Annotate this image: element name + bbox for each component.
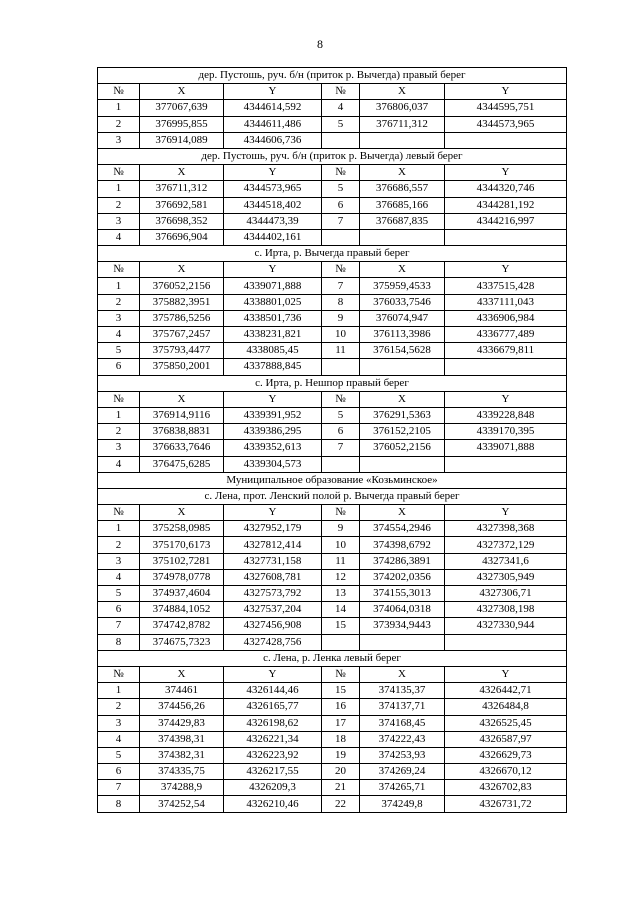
- x-coordinate-cell: 374456,26: [140, 699, 224, 715]
- y-coordinate-cell: 4327537,204: [224, 602, 322, 618]
- column-header-x: X: [140, 84, 224, 100]
- table-row: [98, 764, 567, 780]
- point-number-cell: 5: [98, 747, 140, 763]
- y-coordinate-cell: [445, 229, 567, 245]
- x-coordinate-cell: 376291,5363: [360, 407, 445, 423]
- x-coordinate-cell: 376052,2156: [360, 440, 445, 456]
- column-header-row: [98, 391, 567, 407]
- table-row: [98, 343, 567, 359]
- coordinates-table: [97, 67, 567, 813]
- point-number-cell: 7: [322, 440, 360, 456]
- y-coordinate-cell: 4344606,736: [224, 132, 322, 148]
- y-coordinate-cell: 4327341,6: [445, 553, 567, 569]
- x-coordinate-cell: 376633,7646: [140, 440, 224, 456]
- column-header-number: №: [322, 165, 360, 181]
- x-coordinate-cell: 374155,3013: [360, 586, 445, 602]
- y-coordinate-cell: 4326702,83: [445, 780, 567, 796]
- y-coordinate-cell: 4339170,395: [445, 424, 567, 440]
- point-number-cell: 15: [322, 683, 360, 699]
- x-coordinate-cell: 376687,835: [360, 213, 445, 229]
- y-coordinate-cell: 4326198,62: [224, 715, 322, 731]
- x-coordinate-cell: 374253,93: [360, 747, 445, 763]
- point-number-cell: 16: [322, 699, 360, 715]
- x-coordinate-cell: 374742,8782: [140, 618, 224, 634]
- point-number-cell: 18: [322, 731, 360, 747]
- point-number-cell: 4: [322, 100, 360, 116]
- x-coordinate-cell: 374249,8: [360, 796, 445, 812]
- table-row: [98, 521, 567, 537]
- y-coordinate-cell: 4326587,97: [445, 731, 567, 747]
- point-number-cell: 8: [98, 634, 140, 650]
- y-coordinate-cell: 4344216,997: [445, 213, 567, 229]
- point-number-cell: 3: [98, 440, 140, 456]
- x-coordinate-cell: 376475,6285: [140, 456, 224, 472]
- column-header-number: №: [98, 666, 140, 682]
- point-number-cell: 1: [98, 407, 140, 423]
- x-coordinate-cell: 374335,75: [140, 764, 224, 780]
- point-number-cell: 2: [98, 294, 140, 310]
- point-number-cell: 10: [322, 537, 360, 553]
- point-number-cell: 8: [98, 796, 140, 812]
- x-coordinate-cell: 374064,0318: [360, 602, 445, 618]
- y-coordinate-cell: [445, 132, 567, 148]
- y-coordinate-cell: 4326209,3: [224, 780, 322, 796]
- y-coordinate-cell: 4344611,486: [224, 116, 322, 132]
- column-header-number: №: [322, 391, 360, 407]
- point-number-cell: 5: [98, 586, 140, 602]
- x-coordinate-cell: 374398,6792: [360, 537, 445, 553]
- x-coordinate-cell: 376838,8831: [140, 424, 224, 440]
- x-coordinate-cell: [360, 132, 445, 148]
- point-number-cell: 7: [322, 213, 360, 229]
- column-header-number: №: [98, 165, 140, 181]
- point-number-cell: 3: [98, 553, 140, 569]
- column-header-y: Y: [224, 391, 322, 407]
- column-header-x: X: [140, 262, 224, 278]
- y-coordinate-cell: [445, 634, 567, 650]
- y-coordinate-cell: 4344573,965: [445, 116, 567, 132]
- point-number-cell: 6: [98, 359, 140, 375]
- point-number-cell: [322, 229, 360, 245]
- column-header-y: Y: [445, 666, 567, 682]
- x-coordinate-cell: 374252,54: [140, 796, 224, 812]
- section-title-row: [98, 148, 567, 164]
- y-coordinate-cell: 4344614,592: [224, 100, 322, 116]
- point-number-cell: 4: [98, 731, 140, 747]
- point-number-cell: 15: [322, 618, 360, 634]
- x-coordinate-cell: 376696,904: [140, 229, 224, 245]
- x-coordinate-cell: 374554,2946: [360, 521, 445, 537]
- y-coordinate-cell: 4326210,46: [224, 796, 322, 812]
- column-header-number: №: [98, 262, 140, 278]
- y-coordinate-cell: 4338801,025: [224, 294, 322, 310]
- table-row: [98, 683, 567, 699]
- x-coordinate-cell: 376686,557: [360, 181, 445, 197]
- point-number-cell: 1: [98, 521, 140, 537]
- point-number-cell: 2: [98, 699, 140, 715]
- point-number-cell: 4: [98, 327, 140, 343]
- table-row: [98, 359, 567, 375]
- point-number-cell: [322, 359, 360, 375]
- y-coordinate-cell: 4326670,12: [445, 764, 567, 780]
- y-coordinate-cell: 4336906,984: [445, 310, 567, 326]
- point-number-cell: 2: [98, 116, 140, 132]
- point-number-cell: 1: [98, 181, 140, 197]
- point-number-cell: 6: [322, 424, 360, 440]
- x-coordinate-cell: 375767,2457: [140, 327, 224, 343]
- column-header-x: X: [140, 165, 224, 181]
- column-header-x: X: [360, 262, 445, 278]
- point-number-cell: 2: [98, 537, 140, 553]
- point-number-cell: 19: [322, 747, 360, 763]
- table-row: [98, 116, 567, 132]
- point-number-cell: 3: [98, 213, 140, 229]
- column-header-x: X: [140, 505, 224, 521]
- point-number-cell: [322, 456, 360, 472]
- column-header-row: [98, 666, 567, 682]
- table-row: [98, 197, 567, 213]
- table-row: [98, 456, 567, 472]
- column-header-x: X: [360, 84, 445, 100]
- table-row: [98, 132, 567, 148]
- point-number-cell: 7: [322, 278, 360, 294]
- column-header-number: №: [322, 666, 360, 682]
- x-coordinate-cell: 375786,5256: [140, 310, 224, 326]
- x-coordinate-cell: 374222,43: [360, 731, 445, 747]
- y-coordinate-cell: 4327456,908: [224, 618, 322, 634]
- table-row: [98, 553, 567, 569]
- point-number-cell: [322, 132, 360, 148]
- x-coordinate-cell: 377067,639: [140, 100, 224, 116]
- x-coordinate-cell: 376154,5628: [360, 343, 445, 359]
- x-coordinate-cell: 374135,37: [360, 683, 445, 699]
- y-coordinate-cell: 4344320,746: [445, 181, 567, 197]
- column-header-x: X: [140, 391, 224, 407]
- y-coordinate-cell: 4344473,39: [224, 213, 322, 229]
- x-coordinate-cell: 374978,0778: [140, 569, 224, 585]
- column-header-x: X: [360, 505, 445, 521]
- section-title: с. Ирта, р. Вычегда правый берег: [98, 246, 567, 262]
- point-number-cell: 6: [98, 602, 140, 618]
- y-coordinate-cell: 4327952,179: [224, 521, 322, 537]
- point-number-cell: [322, 634, 360, 650]
- x-coordinate-cell: [360, 634, 445, 650]
- y-coordinate-cell: 4326223,92: [224, 747, 322, 763]
- table-row: [98, 569, 567, 585]
- point-number-cell: 3: [98, 715, 140, 731]
- point-number-cell: 6: [322, 197, 360, 213]
- table-row: [98, 294, 567, 310]
- section-title-row: [98, 246, 567, 262]
- y-coordinate-cell: 4344595,751: [445, 100, 567, 116]
- column-header-y: Y: [445, 505, 567, 521]
- section-title: Муниципальное образование «Козьминское»: [98, 472, 567, 488]
- y-coordinate-cell: 4326525,45: [445, 715, 567, 731]
- column-header-number: №: [322, 505, 360, 521]
- point-number-cell: 1: [98, 683, 140, 699]
- table-row: [98, 310, 567, 326]
- x-coordinate-cell: 376052,2156: [140, 278, 224, 294]
- section-title: дер. Пустошь, руч. б/н (приток р. Вычегда) левый берег: [98, 148, 567, 164]
- point-number-cell: 22: [322, 796, 360, 812]
- point-number-cell: 13: [322, 586, 360, 602]
- x-coordinate-cell: [360, 456, 445, 472]
- table-row: [98, 747, 567, 763]
- y-coordinate-cell: 4338231,821: [224, 327, 322, 343]
- column-header-y: Y: [224, 84, 322, 100]
- table-row: [98, 796, 567, 812]
- column-header-y: Y: [224, 505, 322, 521]
- x-coordinate-cell: 376033,7546: [360, 294, 445, 310]
- x-coordinate-cell: 376914,089: [140, 132, 224, 148]
- y-coordinate-cell: 4338501,736: [224, 310, 322, 326]
- x-coordinate-cell: 376711,312: [360, 116, 445, 132]
- point-number-cell: 5: [98, 343, 140, 359]
- point-number-cell: 1: [98, 278, 140, 294]
- x-coordinate-cell: 376152,2105: [360, 424, 445, 440]
- y-coordinate-cell: 4339386,295: [224, 424, 322, 440]
- column-header-y: Y: [224, 262, 322, 278]
- page-number: 8: [317, 37, 323, 51]
- y-coordinate-cell: 4344402,161: [224, 229, 322, 245]
- table-row: [98, 602, 567, 618]
- table-row: [98, 229, 567, 245]
- y-coordinate-cell: 4344573,965: [224, 181, 322, 197]
- table-row: [98, 327, 567, 343]
- column-header-y: Y: [445, 262, 567, 278]
- y-coordinate-cell: 4327308,198: [445, 602, 567, 618]
- table-row: [98, 618, 567, 634]
- point-number-cell: 17: [322, 715, 360, 731]
- point-number-cell: 2: [98, 424, 140, 440]
- y-coordinate-cell: 4326221,34: [224, 731, 322, 747]
- x-coordinate-cell: 374429,83: [140, 715, 224, 731]
- x-coordinate-cell: 375959,4533: [360, 278, 445, 294]
- x-coordinate-cell: 375102,7281: [140, 553, 224, 569]
- table-row: [98, 634, 567, 650]
- y-coordinate-cell: 4327428,756: [224, 634, 322, 650]
- y-coordinate-cell: 4339071,888: [445, 440, 567, 456]
- x-coordinate-cell: 374937,4604: [140, 586, 224, 602]
- y-coordinate-cell: 4327306,71: [445, 586, 567, 602]
- y-coordinate-cell: 4327330,944: [445, 618, 567, 634]
- y-coordinate-cell: 4326484,8: [445, 699, 567, 715]
- column-header-x: X: [360, 666, 445, 682]
- x-coordinate-cell: 374398,31: [140, 731, 224, 747]
- x-coordinate-cell: 376914,9116: [140, 407, 224, 423]
- y-coordinate-cell: 4327372,129: [445, 537, 567, 553]
- section-title: с. Ирта, р. Нешпор правый берег: [98, 375, 567, 391]
- y-coordinate-cell: [445, 359, 567, 375]
- y-coordinate-cell: 4344281,192: [445, 197, 567, 213]
- x-coordinate-cell: 375170,6173: [140, 537, 224, 553]
- table-row: [98, 586, 567, 602]
- x-coordinate-cell: 375850,2001: [140, 359, 224, 375]
- column-header-y: Y: [224, 666, 322, 682]
- x-coordinate-cell: 374288,9: [140, 780, 224, 796]
- y-coordinate-cell: 4326165,77: [224, 699, 322, 715]
- y-coordinate-cell: 4339071,888: [224, 278, 322, 294]
- y-coordinate-cell: [445, 456, 567, 472]
- point-number-cell: 5: [322, 116, 360, 132]
- column-header-x: X: [360, 391, 445, 407]
- column-header-y: Y: [224, 165, 322, 181]
- x-coordinate-cell: 374382,31: [140, 747, 224, 763]
- column-header-number: №: [98, 84, 140, 100]
- table-row: [98, 715, 567, 731]
- y-coordinate-cell: 4339304,573: [224, 456, 322, 472]
- column-header-y: Y: [445, 391, 567, 407]
- point-number-cell: 4: [98, 456, 140, 472]
- point-number-cell: 20: [322, 764, 360, 780]
- y-coordinate-cell: 4326731,72: [445, 796, 567, 812]
- table-row: [98, 440, 567, 456]
- section-title: дер. Пустошь, руч. б/н (приток р. Вычегда) правый берег: [98, 68, 567, 84]
- x-coordinate-cell: 375258,0985: [140, 521, 224, 537]
- x-coordinate-cell: [360, 359, 445, 375]
- point-number-cell: 9: [322, 521, 360, 537]
- table-row: [98, 407, 567, 423]
- point-number-cell: 2: [98, 197, 140, 213]
- x-coordinate-cell: 376698,352: [140, 213, 224, 229]
- x-coordinate-cell: 376113,3986: [360, 327, 445, 343]
- x-coordinate-cell: 376685,166: [360, 197, 445, 213]
- section-title-row: [98, 375, 567, 391]
- point-number-cell: 5: [322, 181, 360, 197]
- table-row: [98, 537, 567, 553]
- x-coordinate-cell: 374884,1052: [140, 602, 224, 618]
- y-coordinate-cell: 4339228,848: [445, 407, 567, 423]
- table-row: [98, 424, 567, 440]
- x-coordinate-cell: 375793,4477: [140, 343, 224, 359]
- table-row: [98, 731, 567, 747]
- section-title-row: [98, 650, 567, 666]
- point-number-cell: 11: [322, 343, 360, 359]
- table-row: [98, 780, 567, 796]
- x-coordinate-cell: 374202,0356: [360, 569, 445, 585]
- x-coordinate-cell: 376074,947: [360, 310, 445, 326]
- y-coordinate-cell: 4327608,781: [224, 569, 322, 585]
- point-number-cell: 11: [322, 553, 360, 569]
- section-title-row: [98, 488, 567, 504]
- x-coordinate-cell: 374168,45: [360, 715, 445, 731]
- x-coordinate-cell: 373934,9443: [360, 618, 445, 634]
- column-header-y: Y: [445, 165, 567, 181]
- point-number-cell: 6: [98, 764, 140, 780]
- point-number-cell: 4: [98, 569, 140, 585]
- x-coordinate-cell: 374286,3891: [360, 553, 445, 569]
- x-coordinate-cell: 374461: [140, 683, 224, 699]
- x-coordinate-cell: [360, 229, 445, 245]
- column-header-row: [98, 505, 567, 521]
- section-title-row: [98, 68, 567, 84]
- y-coordinate-cell: 4327731,158: [224, 553, 322, 569]
- point-number-cell: 14: [322, 602, 360, 618]
- table-row: [98, 213, 567, 229]
- table-row: [98, 181, 567, 197]
- x-coordinate-cell: 374265,71: [360, 780, 445, 796]
- x-coordinate-cell: 376806,037: [360, 100, 445, 116]
- y-coordinate-cell: 4339352,613: [224, 440, 322, 456]
- table-row: [98, 100, 567, 116]
- y-coordinate-cell: 4344518,402: [224, 197, 322, 213]
- point-number-cell: 4: [98, 229, 140, 245]
- column-header-row: [98, 84, 567, 100]
- table-row: [98, 278, 567, 294]
- section-title: с. Лена, р. Ленка левый берег: [98, 650, 567, 666]
- y-coordinate-cell: 4327573,792: [224, 586, 322, 602]
- y-coordinate-cell: 4326217,55: [224, 764, 322, 780]
- point-number-cell: 7: [98, 618, 140, 634]
- point-number-cell: 7: [98, 780, 140, 796]
- column-header-number: №: [98, 505, 140, 521]
- column-header-x: X: [360, 165, 445, 181]
- x-coordinate-cell: 376692,581: [140, 197, 224, 213]
- y-coordinate-cell: 4327305,949: [445, 569, 567, 585]
- y-coordinate-cell: 4337515,428: [445, 278, 567, 294]
- y-coordinate-cell: 4336679,811: [445, 343, 567, 359]
- section-title: с. Лена, прот. Ленский полой р. Вычегда правый берег: [98, 488, 567, 504]
- y-coordinate-cell: 4327812,414: [224, 537, 322, 553]
- x-coordinate-cell: 374675,7323: [140, 634, 224, 650]
- column-header-number: №: [322, 262, 360, 278]
- table-row: [98, 699, 567, 715]
- y-coordinate-cell: 4338085,45: [224, 343, 322, 359]
- column-header-row: [98, 165, 567, 181]
- x-coordinate-cell: 376711,312: [140, 181, 224, 197]
- x-coordinate-cell: 374269,24: [360, 764, 445, 780]
- y-coordinate-cell: 4326442,71: [445, 683, 567, 699]
- column-header-number: №: [322, 84, 360, 100]
- point-number-cell: 5: [322, 407, 360, 423]
- y-coordinate-cell: 4326144,46: [224, 683, 322, 699]
- y-coordinate-cell: 4339391,952: [224, 407, 322, 423]
- section-title-row: [98, 472, 567, 488]
- column-header-row: [98, 262, 567, 278]
- column-header-y: Y: [445, 84, 567, 100]
- point-number-cell: 12: [322, 569, 360, 585]
- point-number-cell: 9: [322, 310, 360, 326]
- point-number-cell: 1: [98, 100, 140, 116]
- y-coordinate-cell: 4327398,368: [445, 521, 567, 537]
- column-header-number: №: [98, 391, 140, 407]
- y-coordinate-cell: 4337111,043: [445, 294, 567, 310]
- point-number-cell: 3: [98, 132, 140, 148]
- column-header-x: X: [140, 666, 224, 682]
- x-coordinate-cell: 376995,855: [140, 116, 224, 132]
- y-coordinate-cell: 4337888,845: [224, 359, 322, 375]
- point-number-cell: 8: [322, 294, 360, 310]
- point-number-cell: 3: [98, 310, 140, 326]
- y-coordinate-cell: 4326629,73: [445, 747, 567, 763]
- x-coordinate-cell: 375882,3951: [140, 294, 224, 310]
- point-number-cell: 10: [322, 327, 360, 343]
- x-coordinate-cell: 374137,71: [360, 699, 445, 715]
- y-coordinate-cell: 4336777,489: [445, 327, 567, 343]
- point-number-cell: 21: [322, 780, 360, 796]
